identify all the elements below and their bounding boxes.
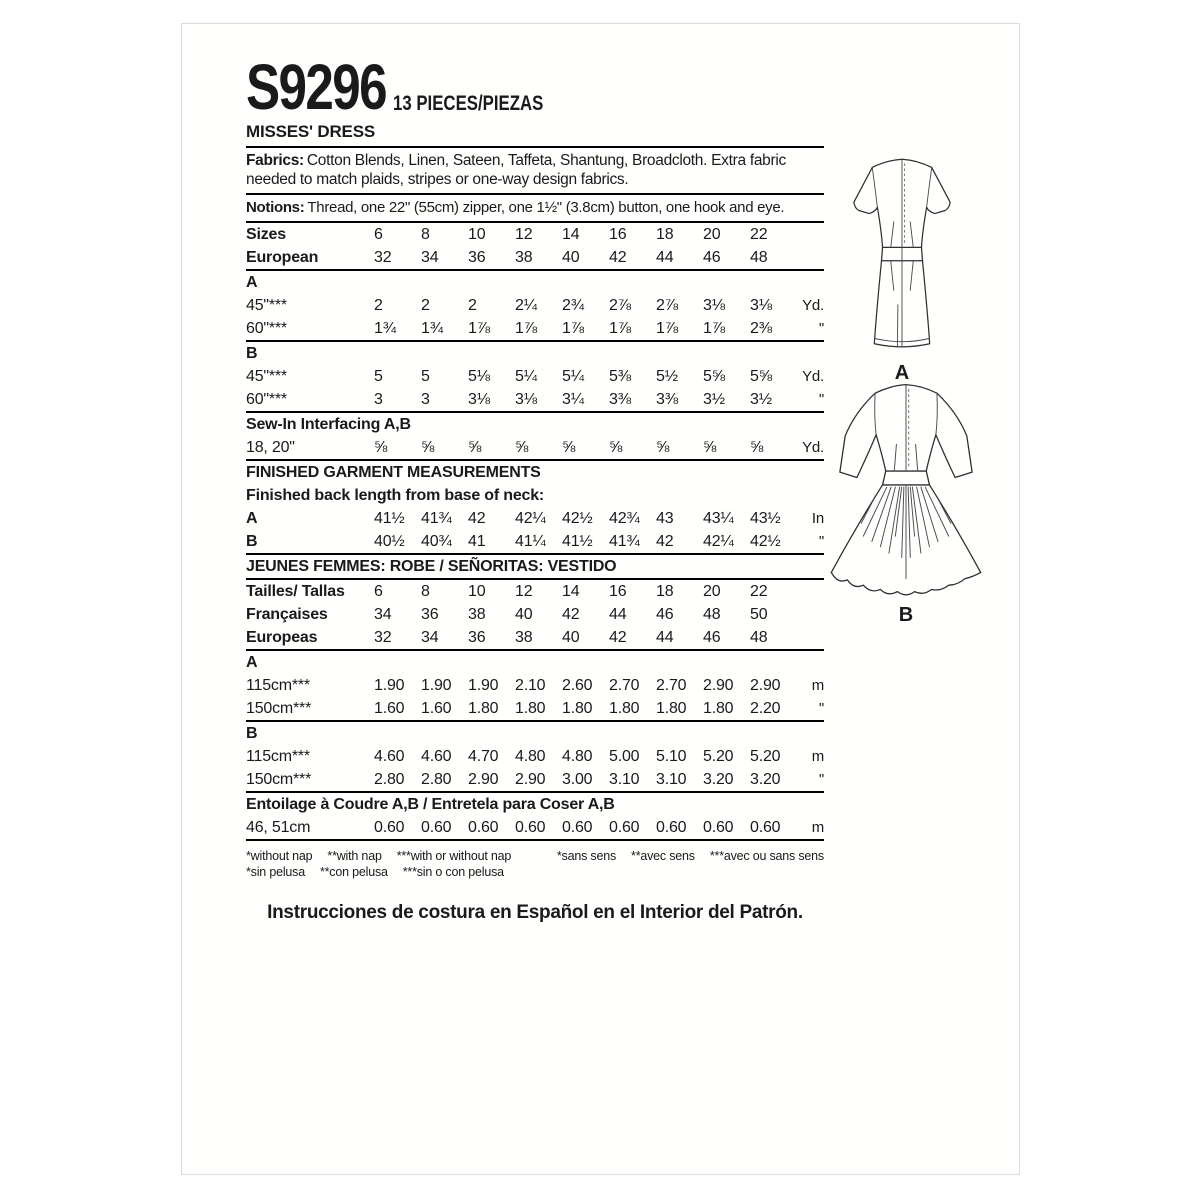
notions-paragraph [246, 195, 824, 223]
value-cell: 4.80 [515, 748, 546, 765]
unit-cell: Yd. [802, 368, 824, 385]
unit-cell: m [811, 677, 824, 694]
footnote-english [246, 848, 511, 864]
value-cell: 36 [421, 606, 439, 623]
value-cell: 42¾ [609, 510, 640, 527]
value-cell: 1¾ [374, 320, 396, 337]
value-cell: 1.90 [421, 677, 452, 694]
value-cell: 48 [750, 629, 768, 646]
garment-title: MISSES' DRESS [246, 120, 824, 148]
footnote-item: **with nap [327, 849, 382, 863]
value-cell: 2⅞ [609, 297, 631, 314]
value-cell: 3½ [750, 391, 772, 408]
unit-cell: " [818, 533, 824, 550]
table-row-european [246, 246, 824, 269]
value-cell: 42 [468, 510, 486, 527]
unit-cell: m [811, 748, 824, 765]
value-cell: ⅝ [421, 439, 435, 456]
value-cell: 5¼ [515, 368, 537, 385]
value-cell: 42½ [562, 510, 593, 527]
value-cell: 44 [656, 629, 674, 646]
value-cell: 2.60 [562, 677, 593, 694]
value-cell: 3⅛ [515, 391, 537, 408]
value-cell: 1.80 [609, 700, 640, 717]
row-label: 45"*** [246, 297, 287, 314]
value-cell: 10 [468, 226, 486, 243]
value-cell: 4.60 [421, 748, 452, 765]
value-cell: 44 [656, 249, 674, 266]
value-cell: 42½ [750, 533, 781, 550]
value-cell: 2 [421, 297, 430, 314]
unit-cell: In [811, 510, 824, 527]
value-cell: 5.20 [750, 748, 781, 765]
table-row-sizes [246, 223, 824, 246]
value-cell: 38 [468, 606, 486, 623]
unit-cell: Yd. [802, 297, 824, 314]
fabrics-label: Fabrics: [246, 152, 304, 169]
value-cell: 3.20 [703, 771, 734, 788]
value-cell: 6 [374, 226, 383, 243]
value-cell: 42¼ [703, 533, 734, 550]
value-cell: 48 [703, 606, 721, 623]
value-cell: 1⅞ [562, 320, 584, 337]
value-cell: 20 [703, 226, 721, 243]
value-cell: 1.80 [656, 700, 687, 717]
value-cell: ⅝ [562, 439, 576, 456]
value-cell: 5⅝ [703, 368, 725, 385]
value-cell: 4.60 [374, 748, 405, 765]
value-cell: 10 [468, 583, 486, 600]
value-cell: 3⅛ [750, 297, 772, 314]
value-cell: 1.80 [515, 700, 546, 717]
value-cell: 46 [656, 606, 674, 623]
value-cell: 38 [515, 629, 533, 646]
row-label: 115cm*** [246, 748, 310, 765]
view-a-illustration [827, 149, 977, 385]
value-cell: 0.60 [374, 819, 405, 836]
dress-b-back-sketch [810, 376, 1002, 596]
row-label: 150cm*** [246, 700, 312, 717]
row-label: Françaises [246, 606, 328, 623]
value-cell: 3.10 [609, 771, 640, 788]
unit-cell: " [818, 391, 824, 408]
value-cell: 34 [421, 629, 439, 646]
value-cell: 2.20 [750, 700, 781, 717]
value-cell: 3¼ [562, 391, 584, 408]
value-cell: 43¼ [703, 510, 734, 527]
value-cell: 14 [562, 226, 580, 243]
value-cell: 42¼ [515, 510, 546, 527]
value-cell: 32 [374, 629, 392, 646]
value-cell: ⅝ [750, 439, 764, 456]
footnote-item: ***avec ou sans sens [709, 849, 824, 863]
row-label: 18, 20" [246, 439, 295, 456]
view-a-label: A [894, 362, 910, 384]
fabrics-text: Cotton Blends, Linen, Sateen, Taffeta, Shantung, Broadcloth. Extra fabric needed to match plaids, stripes or one-way design fabrics. [246, 152, 786, 188]
value-cell: 0.60 [515, 819, 546, 836]
value-cell: 5.20 [703, 748, 734, 765]
row-label: 46, 51cm [246, 819, 311, 836]
table-row-b-45in [246, 365, 824, 388]
main-content [246, 51, 824, 924]
value-cell: 12 [515, 226, 533, 243]
value-cell: 3.00 [562, 771, 593, 788]
value-cell: 1.80 [703, 700, 734, 717]
value-cell: ⅝ [609, 439, 623, 456]
spanish-instructions-note: Instrucciones de costura en Español en el Interior del Patrón. [267, 902, 803, 923]
footnote-item: **avec sens [631, 849, 695, 863]
value-cell: 2⅜ [750, 320, 772, 337]
value-cell: 1.60 [421, 700, 452, 717]
value-cell: 46 [703, 249, 721, 266]
value-cell: ⅝ [515, 439, 529, 456]
table-row-a-115cm [246, 674, 824, 697]
value-cell: 41 [468, 533, 486, 550]
unit-cell [797, 223, 824, 246]
value-cell: 1⅞ [703, 320, 725, 337]
value-cell: 1.60 [374, 700, 405, 717]
value-cell: 2 [374, 297, 383, 314]
value-cell: 50 [750, 606, 768, 623]
value-cell: 22 [750, 583, 768, 600]
value-cell: ⅝ [703, 439, 717, 456]
notions-text: Thread, one 22" (55cm) zipper, one 1½" (3.8cm) button, one hook and eye. [307, 199, 785, 216]
section-heading: FINISHED GARMENT MEASUREMENTS [246, 464, 541, 481]
row-label: 60"*** [246, 320, 287, 337]
value-cell: 41¾ [609, 533, 640, 550]
section-heading: Entoilage à Coudre A,B / Entretela para Coser A,B [246, 796, 615, 813]
value-cell: 18 [656, 583, 674, 600]
value-cell: ⅝ [656, 439, 670, 456]
value-cell: 5¼ [562, 368, 584, 385]
pattern-number: S9296 [246, 51, 387, 123]
unit-cell: " [818, 771, 824, 788]
value-cell: 41¼ [515, 533, 546, 550]
value-cell: 5⅝ [750, 368, 772, 385]
value-cell: 40½ [374, 533, 405, 550]
value-cell: 43½ [750, 510, 781, 527]
table-row-finished-a [246, 507, 824, 530]
table-row-interfacing-18-20 [246, 436, 824, 459]
value-cell: 44 [609, 606, 627, 623]
row-label: 60"*** [246, 391, 287, 408]
value-cell: 34 [374, 606, 392, 623]
fabrics-paragraph [246, 148, 824, 195]
value-cell: 40¾ [421, 533, 452, 550]
footnotes [246, 848, 824, 880]
value-cell: 0.60 [468, 819, 499, 836]
value-cell: 2.90 [703, 677, 734, 694]
value-cell: 3.10 [656, 771, 687, 788]
value-cell: 0.60 [703, 819, 734, 836]
row-label: European [246, 249, 319, 266]
value-cell: ⅝ [374, 439, 388, 456]
value-cell: 40 [515, 606, 533, 623]
table-row-tailles [246, 580, 824, 603]
footnote-right-column [557, 848, 824, 880]
row-label: Tailles/ Tallas [246, 583, 345, 600]
value-cell: 36 [468, 249, 486, 266]
value-cell: 3.20 [750, 771, 781, 788]
value-cell: 5½ [656, 368, 678, 385]
table-row-a-60in [246, 317, 824, 340]
value-cell: 40 [562, 629, 580, 646]
footnote-french [557, 848, 824, 864]
value-cell: 5 [421, 368, 430, 385]
value-cell: 0.60 [562, 819, 593, 836]
row-label: Sizes [246, 226, 286, 243]
value-cell: 46 [703, 629, 721, 646]
table-row-b-150cm [246, 768, 824, 791]
value-cell: 2.90 [750, 677, 781, 694]
table-row-francaises [246, 603, 824, 626]
unit-cell: " [818, 320, 824, 337]
value-cell: ⅝ [468, 439, 482, 456]
value-cell: 1⅞ [515, 320, 537, 337]
row-label: A [246, 510, 258, 527]
row-label: Europeas [246, 629, 318, 646]
footnote-item: *sans sens [556, 849, 617, 863]
row-label: B [246, 533, 258, 550]
value-cell: 42 [609, 249, 627, 266]
value-cell: 3½ [703, 391, 725, 408]
value-cell: 1.80 [562, 700, 593, 717]
dress-a-back-sketch [827, 149, 977, 354]
value-cell: 2¼ [515, 297, 537, 314]
section-heading: JEUNES FEMMES: ROBE / SEÑORITAS: VESTIDO [246, 558, 617, 575]
table-row-b-115cm [246, 745, 824, 768]
section-heading: B [246, 725, 258, 742]
value-cell: 1.80 [468, 700, 499, 717]
value-cell: 1.90 [468, 677, 499, 694]
unit-cell: m [811, 819, 824, 836]
value-cell: 1¾ [421, 320, 443, 337]
value-cell: 42 [609, 629, 627, 646]
table-rule [246, 839, 824, 841]
value-cell: 2.70 [656, 677, 687, 694]
section-heading: B [246, 345, 258, 362]
view-b-illustration [810, 376, 1002, 627]
value-cell: 6 [374, 583, 383, 600]
value-cell: 3 [421, 391, 430, 408]
value-cell: 0.60 [421, 819, 452, 836]
section-heading: Finished back length from base of neck: [246, 487, 545, 504]
value-cell: 3⅛ [703, 297, 725, 314]
value-cell: 16 [609, 226, 627, 243]
value-cell: 41¾ [421, 510, 452, 527]
value-cell: 42 [562, 606, 580, 623]
section-heading: A [246, 654, 258, 671]
value-cell: 1⅞ [656, 320, 678, 337]
section-heading: Sew-In Interfacing A,B [246, 416, 411, 433]
footnote-item: *without nap [246, 849, 313, 863]
unit-cell: " [818, 700, 824, 717]
pieces-count: 13 PIECES/PIEZAS [393, 92, 544, 115]
yardage-table [246, 223, 824, 841]
unit-cell [797, 626, 824, 649]
envelope-sheet [181, 23, 1020, 1175]
value-cell: 3 [374, 391, 383, 408]
footnote-item: ***sin o con pelusa [402, 865, 504, 879]
value-cell: 2.80 [374, 771, 405, 788]
title-row [246, 51, 824, 123]
notions-label: Notions: [246, 199, 305, 216]
footnote-left-column [246, 848, 511, 880]
table-row-entoilage-46-51cm [246, 816, 824, 839]
table-row-a-150cm [246, 697, 824, 720]
row-label: 115cm*** [246, 677, 310, 694]
value-cell: 41½ [374, 510, 405, 527]
value-cell: 16 [609, 583, 627, 600]
table-row-finished-b [246, 530, 824, 553]
value-cell: 3⅜ [656, 391, 678, 408]
value-cell: 5.10 [656, 748, 687, 765]
value-cell: 0.60 [656, 819, 687, 836]
section-heading: A [246, 274, 258, 291]
value-cell: 22 [750, 226, 768, 243]
value-cell: 1.90 [374, 677, 405, 694]
value-cell: 3⅛ [468, 391, 490, 408]
value-cell: 2.10 [515, 677, 546, 694]
table-row-europeas [246, 626, 824, 649]
value-cell: 5⅛ [468, 368, 490, 385]
value-cell: 3⅜ [609, 391, 631, 408]
value-cell: 20 [703, 583, 721, 600]
value-cell: 1⅞ [609, 320, 631, 337]
row-label: 150cm*** [246, 771, 312, 788]
row-label: 45"*** [246, 368, 287, 385]
footnote-item: ***with or without nap [396, 849, 512, 863]
value-cell: 5 [374, 368, 383, 385]
footnote-spanish [246, 864, 511, 880]
value-cell: 2.70 [609, 677, 640, 694]
unit-cell [797, 246, 824, 269]
value-cell: 8 [421, 583, 430, 600]
footnote-item: **con pelusa [319, 865, 388, 879]
value-cell: 43 [656, 510, 674, 527]
value-cell: 2.80 [421, 771, 452, 788]
value-cell: 0.60 [750, 819, 781, 836]
value-cell: 2 [468, 297, 477, 314]
value-cell: 1⅞ [468, 320, 490, 337]
value-cell: 2⅞ [656, 297, 678, 314]
value-cell: 5.00 [609, 748, 640, 765]
value-cell: 34 [421, 249, 439, 266]
value-cell: 14 [562, 583, 580, 600]
value-cell: 48 [750, 249, 768, 266]
value-cell: 2.90 [468, 771, 499, 788]
value-cell: 4.70 [468, 748, 499, 765]
value-cell: 32 [374, 249, 392, 266]
value-cell: 5⅜ [609, 368, 631, 385]
table-row-a-45in [246, 294, 824, 317]
footnote-item: *sin pelusa [246, 865, 305, 879]
view-b-label: B [898, 604, 914, 626]
value-cell: 2.90 [515, 771, 546, 788]
unit-cell: Yd. [802, 439, 824, 456]
value-cell: 40 [562, 249, 580, 266]
value-cell: 2¾ [562, 297, 584, 314]
value-cell: 36 [468, 629, 486, 646]
value-cell: 8 [421, 226, 430, 243]
value-cell: 12 [515, 583, 533, 600]
table-row-b-60in [246, 388, 824, 411]
value-cell: 0.60 [609, 819, 640, 836]
value-cell: 18 [656, 226, 674, 243]
value-cell: 42 [656, 533, 674, 550]
value-cell: 4.80 [562, 748, 593, 765]
value-cell: 38 [515, 249, 533, 266]
value-cell: 41½ [562, 533, 593, 550]
